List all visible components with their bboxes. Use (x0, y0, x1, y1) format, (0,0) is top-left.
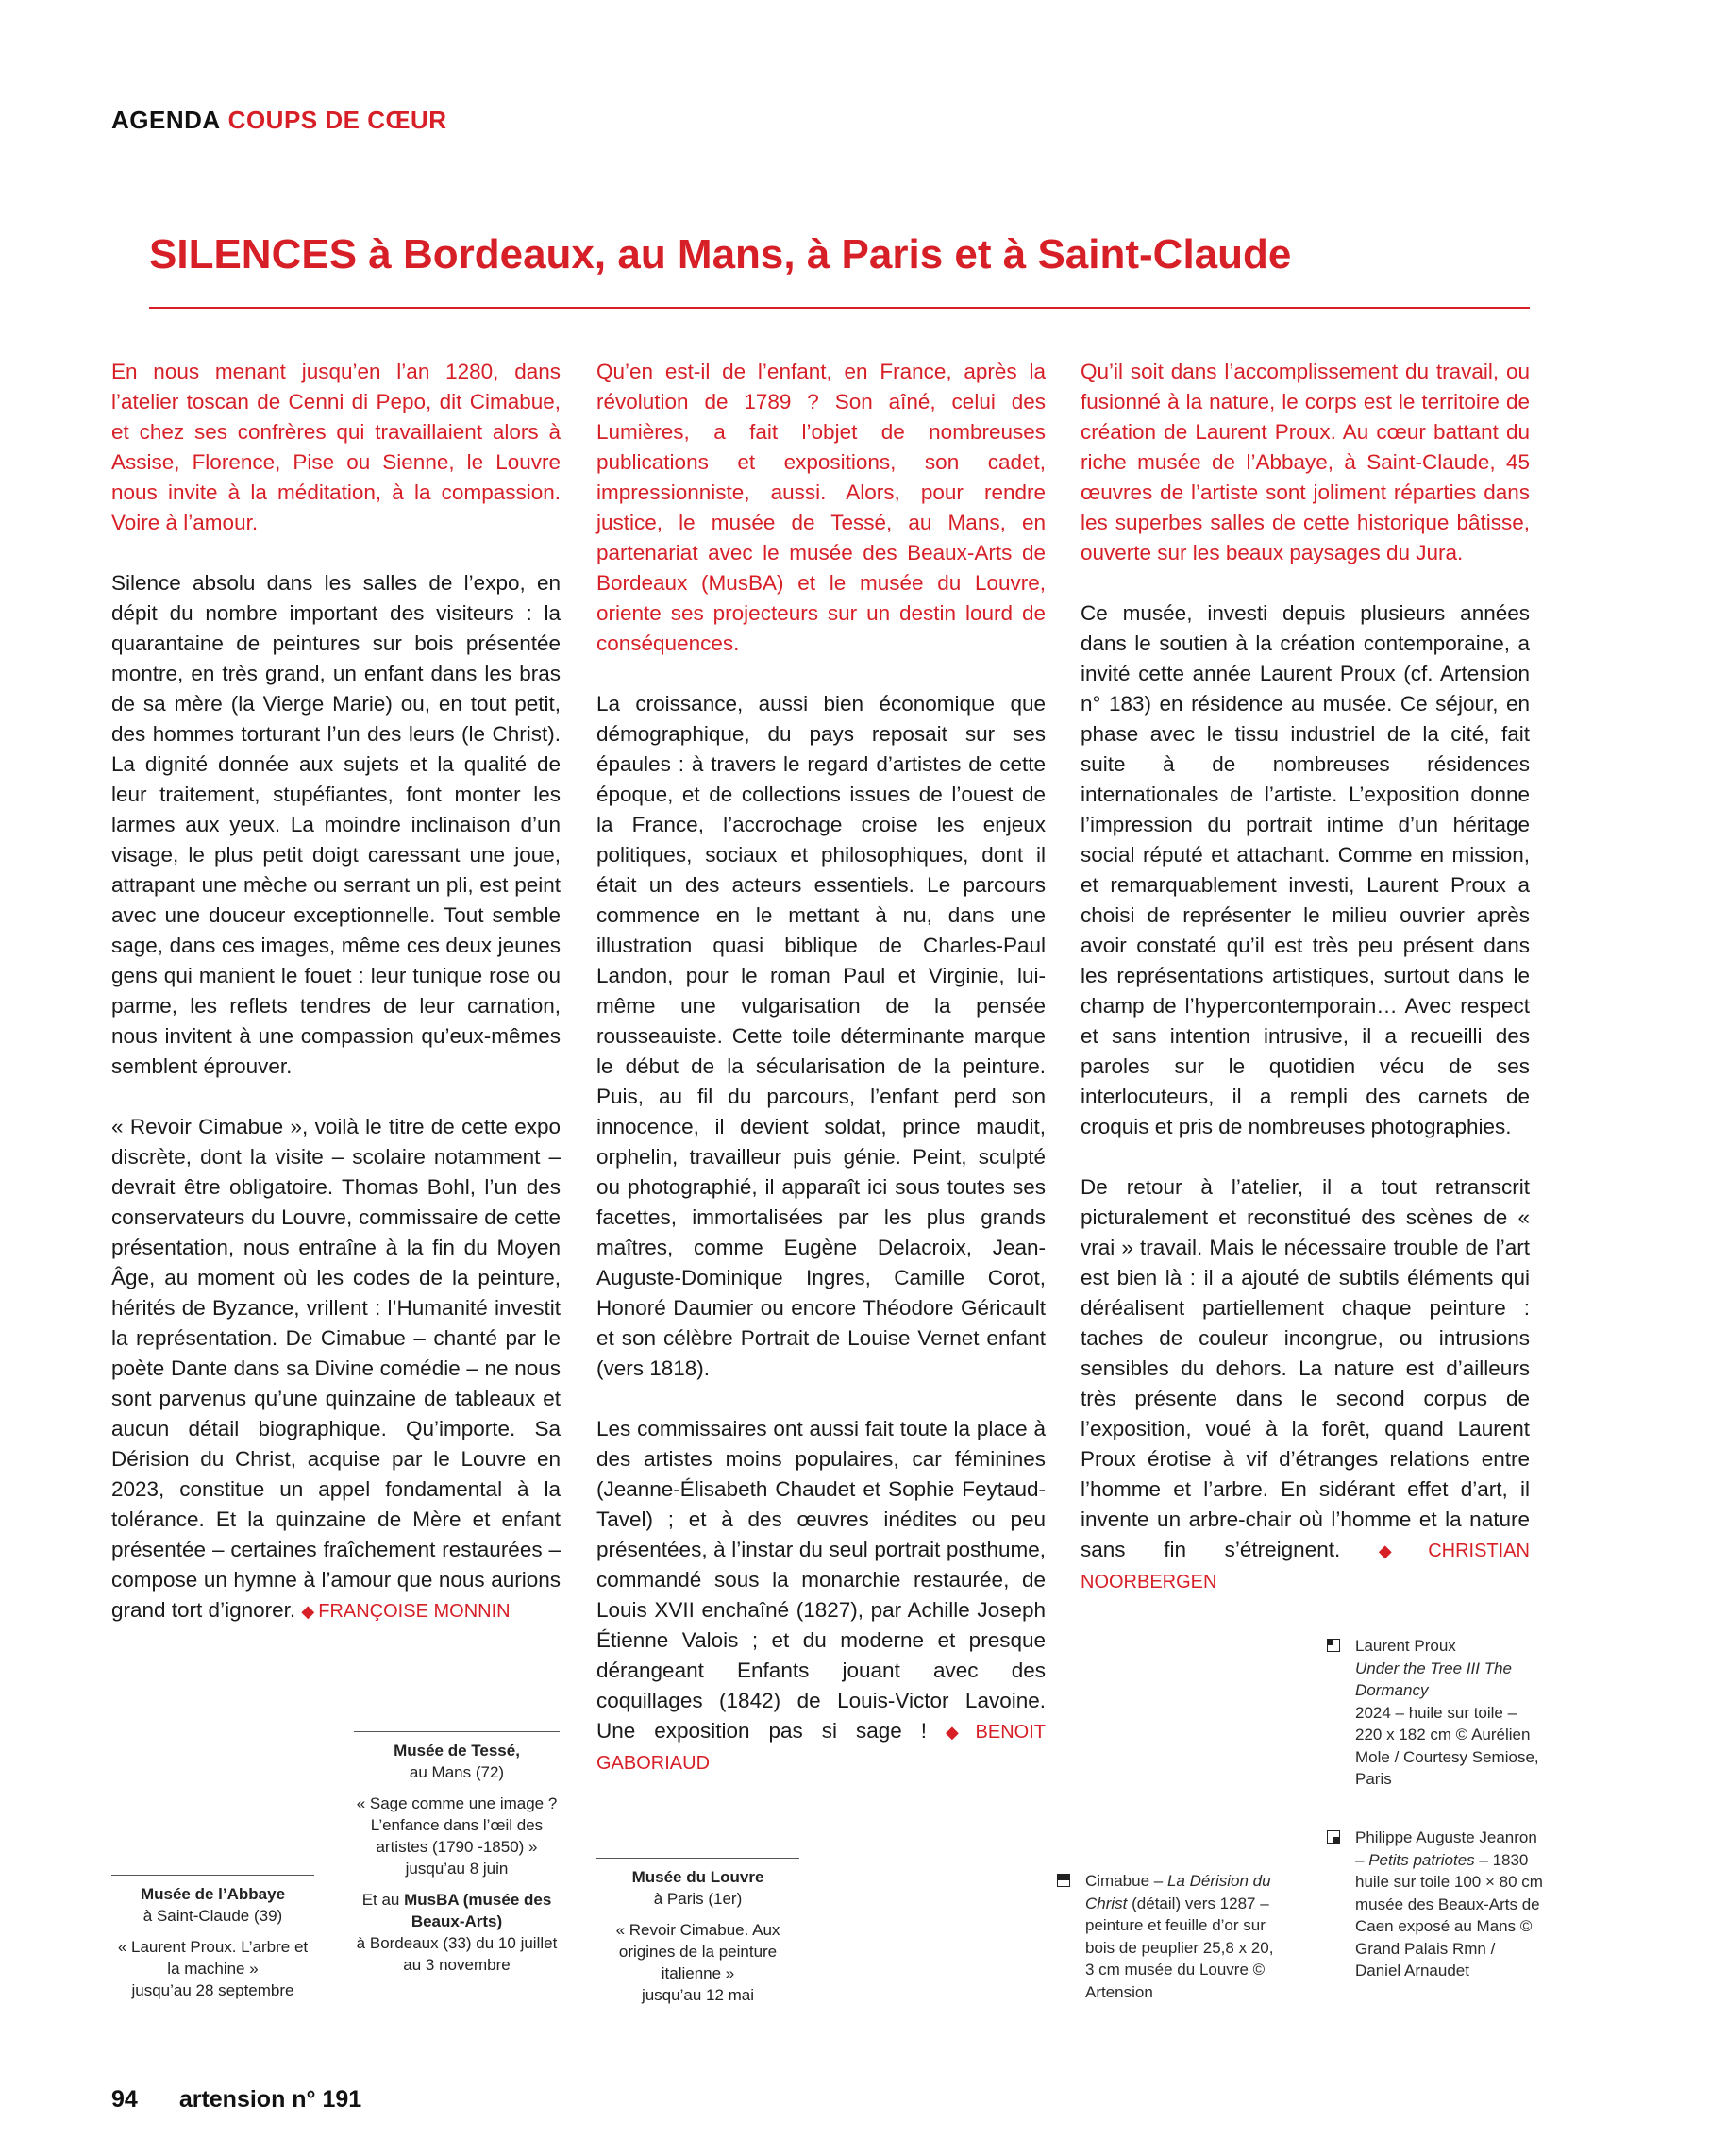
image-position-icon (1327, 1639, 1340, 1652)
magazine-issue: artension n° 191 (178, 2086, 362, 2113)
caption-cimabue (1085, 1870, 1274, 2003)
caption-details: 2024 – huile sur toile – 220 x 182 cm © Aurélien Mole / Courtesy Semiose, Paris (1355, 1703, 1539, 1788)
column-3 (1081, 357, 1530, 1627)
image-position-icon (1327, 1830, 1340, 1844)
info-box-tesse (354, 1731, 560, 1985)
article-title: SILENCES à Bordeaux, au Mans, à Paris et à Saint-Claude (149, 231, 1292, 278)
also-venue: MusBA (musée des Beaux-Arts) (404, 1891, 552, 1930)
section-label: AGENDA (111, 106, 221, 134)
caption-jeanron (1355, 1827, 1544, 1982)
venue-city: à Saint-Claude (39) (142, 1907, 283, 1925)
caption-proux (1355, 1635, 1544, 1791)
exhibit-dates: jusqu’au 12 mai (641, 1986, 755, 2004)
info-box-abbaye (111, 1875, 314, 2011)
caption-title: Under the Tree III The Dormancy (1355, 1659, 1512, 1699)
caption-artist: Laurent Proux (1355, 1637, 1456, 1655)
author-signature: ◆ CHRISTIAN NOORBERGEN (1081, 1541, 1530, 1592)
caption-artist: Philippe Auguste Jeanron – (1355, 1828, 1537, 1869)
diamond-icon: ◆ (1378, 1541, 1425, 1560)
exhibit-dates: jusqu’au 8 juin (405, 1860, 509, 1878)
section-kicker (111, 106, 447, 135)
venue-name: Musée de Tessé, (394, 1742, 520, 1760)
body-paragraph: De retour à l’atelier, il a tout retranscrit picturalement et reconstitué des scènes de « vrai » travail. Mais le nécessaire trouble de l’art est bien là : il a ajouté de subtils éléments qui déréalisent partiellement chaque peinture : taches de couleur incongrue, ou intrusions sensibles du dehors. La nature est d’ailleurs très présente dans le second corpus de l’exposition, voué à la forêt, quand Laurent Proux érotise à vif d’étranges relations entre l’homme et l’arbre. En sidérant effet d’art, il invente un arbre-chair où l’homme et la nature sans fin s’étreignent. ◆ CHRISTIAN NOORBERGEN (1081, 1175, 1530, 1592)
page-footer (111, 2086, 361, 2114)
also-prefix: Et au (361, 1891, 400, 1909)
body-paragraph: Silence absolu dans les salles de l’expo, en dépit du nombre important des visiteurs : la quarantaine de peintures sur bois présentée montre, en très grand, un enfant dans les bras de sa mère (la Vierge Marie) ou, en tout petit, des hommes torturant l’un des leurs (le Christ). La dignité donnée aux sujets et la qualité de leur traitement, stupéfiantes, font monter les larmes aux yeux. La moindre inclinaison d’un visage, le plus petit doigt caressant une joue, attrapant une mèche ou serrant un pli, est peint avec une douceur exceptionnelle. Tout semble sage, dans ces images, même ces deux jeunes gens qui manient le fouet : leur tunique rose ou parme, les reflets tendres de leur carnation, nous invitent à une compassion qu’eux-mêmes semblent éprouver. (111, 571, 561, 1078)
body-paragraph: « Revoir Cimabue », voilà le titre de cette expo discrète, dont la visite – scolaire notamment – devrait être obligatoire. Thomas Bohl, l’un des conservateurs du Louvre, commissaire de cette présentation, nous entraîne à la fin du Moyen Âge, au moment où les codes de la peinture, hérités de Byzance, vrillent : l’Humanité investit la représentation. De Cimabue – chanté par le poète Dante dans sa Divine comédie – ne nous sont parvenus qu’une quinzaine de tableaux et aucun détail biographique. Qu’importe. Sa Dérision du Christ, acquise par le Louvre en 2023, constitue un appel fondamental à la tolérance. Et la quinzaine de Mère et enfant présentée – certaines fraîchement restaurées – compose un hymne à l’amour que nous aurions grand tort d’ignorer. ◆ FRANÇOISE MONNIN (111, 1115, 561, 1622)
caption-details: (détail) vers 1287 – peinture et feuille d’or sur bois de peuplier 25,8 x 20, 3 cm musée du Louvre © Artension (1085, 1894, 1274, 2001)
lead-paragraph: En nous menant jusqu’en l’an 1280, dans l’atelier toscan de Cenni di Pepo, dit Cimabue, et chez ses confrères qui travaillaient alors à Assise, Florence, Pise ou Sienne, le Louvre nous invite à la méditation, à la compassion. Voire à l’amour. (111, 360, 561, 534)
diamond-icon: ◆ (945, 1723, 972, 1742)
body-paragraph: Les commissaires ont aussi fait toute la place à des artistes moins populaires, car féminines (Jeanne-Élisabeth Chaudet et Sophie Feytaud-Tavel) ; et à des œuvres inédites ou peu présentées, à l’instar du seul portrait posthume, commandé sous la monarchie restaurée, de Louis XVII enchaîné (1827), par Achille Joseph Étienne Valois ; et du moderne et presque dérangeant Enfants jouant avec des coquillages (1842) de Louis-Victor Lavoine. Une exposition pas si sage ! ◆ BENOIT GABORIAUD (596, 1417, 1046, 1774)
exhibit-title: « Sage comme une image ? L’enfance dans l’œil des artistes (1790 -1850) » (356, 1794, 558, 1856)
author-signature: ◆ BENOIT GABORIAUD (596, 1722, 1046, 1774)
lead-paragraph: Qu’en est-il de l’enfant, en France, après la révolution de 1789 ? Son aîné, celui des Lumières, a fait l’objet de nombreuses publications et expositions, son cadet, impressionniste, aussi. Alors, pour rendre justice, le musée de Tessé, au Mans, en partenariat avec le musée des Beaux-Arts de Bordeaux (MusBA) et le musée du Louvre, oriente ses projecteurs sur un destin lourd de conséquences. (596, 360, 1046, 655)
venue-name: Musée du Louvre (631, 1868, 764, 1886)
exhibit-dates: jusqu’au 28 septembre (131, 1981, 294, 1999)
body-paragraph: Ce musée, investi depuis plusieurs années dans le soutien à la création contemporaine, a invité cette année Laurent Proux (cf. Artension n° 183) en résidence au musée. Ce séjour, en phase avec le tissu industriel de la cité, fait suite à de nombreuses résidences internationales de l’artiste. L’exposition donne l’impression du portrait intime d’un héritage social réputé et attachant. Comme en mission, et remarquablement investi, Laurent Proux a choisi de représenter le milieu ouvrier après avoir constaté qu’il est très peu présent dans les représentations artistiques, surtout dans le champ de l’hypercontemporain… Avec respect et sans intention intrusive, il a recueilli des paroles sur le quotidien vécu de ses interlocuteurs, il a rempli des carnets de croquis et pris de nombreuses photographies. (1081, 601, 1530, 1138)
lead-paragraph: Qu’il soit dans l’accomplissement du travail, ou fusionné à la nature, le corps est le territoire de création de Laurent Proux. Au cœur battant du riche musée de l’Abbaye, à Saint-Claude, 45 œuvres de l’artiste sont joliment réparties dans les superbes salles de cette historique bâtisse, ouverte sur les beaux paysages du Jura. (1081, 360, 1530, 564)
author-signature: ◆ FRANÇOISE MONNIN (301, 1601, 511, 1622)
page-number: 94 (111, 2086, 138, 2113)
info-box-louvre (596, 1858, 799, 2015)
caption-details: – 1830 huile sur toile 100 × 80 cm musée des Beaux-Arts de Caen exposé au Mans © Grand Palais Rmn / Daniel Arnaudet (1355, 1850, 1543, 1979)
also-city: à Bordeaux (33) du 10 juillet au 3 novembre (356, 1934, 558, 1974)
exhibit-title: « Revoir Cimabue. Aux origines de la peinture italienne » (615, 1921, 780, 1982)
subsection-label: COUPS DE CŒUR (227, 106, 447, 134)
caption-title: La Dérision du Christ (1085, 1872, 1271, 1912)
image-position-icon (1057, 1874, 1070, 1887)
exhibit-title: « Laurent Proux. L’arbre et la machine » (117, 1938, 309, 1978)
title-rule (149, 307, 1530, 309)
column-1 (111, 357, 561, 1657)
venue-city: au Mans (72) (409, 1763, 505, 1781)
venue-city: à Paris (1er) (653, 1890, 743, 1908)
diamond-icon: ◆ (301, 1602, 315, 1621)
venue-name: Musée de l’Abbaye (140, 1885, 286, 1903)
body-paragraph: La croissance, aussi bien économique que démographique, du pays reposait sur ses épaules : à travers le regard d’artistes de cette époque, et de collections issues de l’ouest de la France, l’accrochage croise les enjeux politiques, sociaux et philosophiques, dont il était un des acteurs essentiels. Le parcours commence en le mettant à nu, dans une illustration quasi biblique de Charles-Paul Landon, pour le roman Paul et Virginie, lui-même une vulgarisation de la pensée rousseauiste. Cette toile déterminante marque le début de la sécularisation de la peinture. Puis, au fil du parcours, l’enfant perd son innocence, il devient soldat, prince maudit, orphelin, travailleur puis génie. Peint, sculpté ou photographié, il apparaît ici sous toutes ses facettes, immortalisées par les plus grands maîtres, comme Eugène Delacroix, Jean-Auguste-Dominique Ingres, Camille Corot, Honoré Daumier ou encore Théodore Géricault et son célèbre Portrait de Louise Vernet enfant (vers 1818). (596, 692, 1046, 1380)
caption-title: Petits patriotes (1368, 1850, 1475, 1869)
caption-artist: Cimabue – (1085, 1872, 1164, 1890)
column-2 (596, 357, 1046, 1809)
